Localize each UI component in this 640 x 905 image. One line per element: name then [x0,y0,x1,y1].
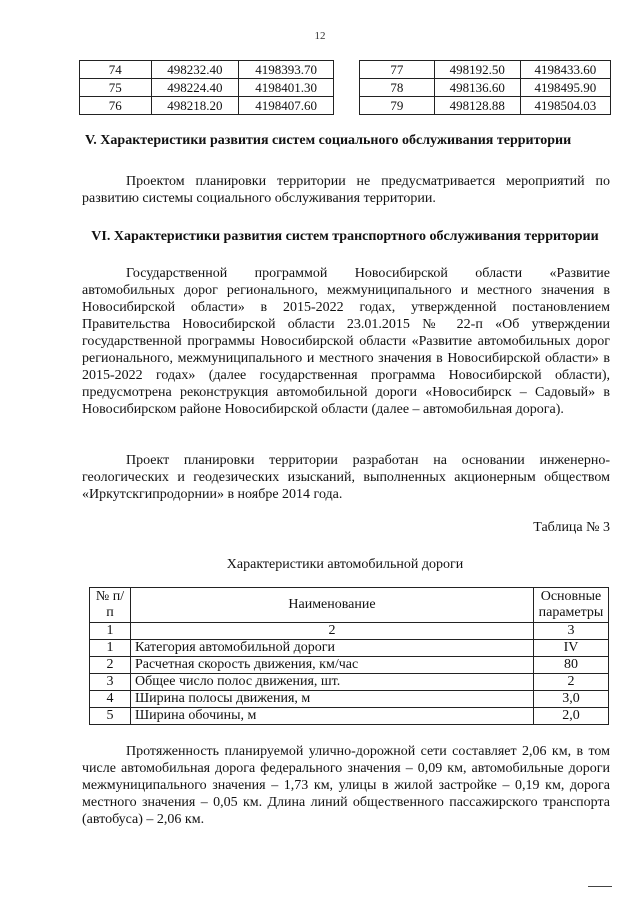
coord-y: 4198433.60 [520,61,610,79]
table-row [80,79,334,97]
section-5-heading: V. Характеристики развития систем социального обслуживания территории [85,133,572,148]
coord-x: 498192.50 [434,61,520,79]
row-value: 2 [534,674,609,691]
coord-y: 4198393.70 [239,61,334,79]
row-number: 2 [90,657,131,674]
point-number: 77 [360,61,435,79]
column-number: 2 [131,623,534,640]
row-name: Ширина обочины, м [131,708,534,725]
table-label: Таблица № 3 [533,520,610,535]
header-parameters: Основные параметры [534,588,609,623]
point-number: 79 [360,97,435,115]
table-row [360,97,611,115]
row-value: IV [534,640,609,657]
table-row [360,79,611,97]
closing-paragraph: Протяженность планируемой улично-дорожной сети составляет 2,06 км, в том числе автомобильная дорога федерального значения – 0,09 км, автомобильные дороги межмуниципального значения – 1,73 км, улицы в жилой застройке – 0,19 км, дорога местного значения – 0,05 км. Длина линий общественного пассажирского транспорта (автобуса) – 2,06 км. [82,744,610,827]
table-row [90,657,609,674]
row-number: 1 [90,640,131,657]
footer-divider [588,886,612,887]
table-row [90,640,609,657]
header-number: № п/п [90,588,131,623]
row-value: 3,0 [534,691,609,708]
row-name: Расчетная скорость движения, км/час [131,657,534,674]
row-number: 4 [90,691,131,708]
row-name: Ширина полосы движения, м [131,691,534,708]
coord-y: 4198401.30 [239,79,334,97]
section-6-paragraph-surveys: Проект планировки территории разработан на основании инженерно-геологических и геодезических изысканий, выполненных акционерным обществом «Иркутскгипродорнии» в ноябре 2014 года. [82,453,610,502]
row-number: 3 [90,674,131,691]
table-row [90,708,609,725]
table-row [90,691,609,708]
coord-y: 4198407.60 [239,97,334,115]
coord-x: 498128.88 [434,97,520,115]
table-row [90,674,609,691]
coord-y: 4198504.03 [520,97,610,115]
row-value: 2,0 [534,708,609,725]
page-number: 12 [314,30,326,42]
column-numbering-row [90,623,609,640]
point-number: 75 [80,79,152,97]
column-number: 1 [90,623,131,640]
table-row [80,61,334,79]
table-row [80,97,334,115]
point-number: 78 [360,79,435,97]
coord-x: 498218.20 [151,97,239,115]
row-name: Общее число полос движения, шт. [131,674,534,691]
section-6-paragraph-program: Государственной программой Новосибирской области «Развитие автомобильных дорог регионального, межмуниципального и местного значения в Новосибирской области» в 2015-2022 годах, утвержденной постановлением Правительства Новосибирской области 23.01.2015 № 22-п «Об утверждении государственной программы Новосибирской области «Развитие автомобильных дорог регионального, межмуниципального и местного значения в Новосибирской области» в 2015-2022 годах» (далее государственная программа Новосибирской области), предусмотрена реконструкция автомобильной дороги «Новосибирск – Садовый» в Новосибирском районе Новосибирской области (далее – автомобильная дорога). [82,266,610,417]
coordinates-table-right [359,60,611,115]
section-6-heading: VI. Характеристики развития систем транспортного обслуживания территории [91,229,599,244]
header-name: Наименование [131,588,534,623]
road-characteristics-table [89,587,609,725]
table-header-row [90,588,609,623]
coord-y: 4198495.90 [520,79,610,97]
coord-x: 498232.40 [151,61,239,79]
point-number: 74 [80,61,152,79]
table-title: Характеристики автомобильной дороги [226,557,464,572]
coord-x: 498136.60 [434,79,520,97]
point-number: 76 [80,97,152,115]
column-number: 3 [534,623,609,640]
row-value: 80 [534,657,609,674]
row-name: Категория автомобильной дороги [131,640,534,657]
section-5-paragraph: Проектом планировки территории не предусматривается мероприятий по развитию системы социального обслуживания территории. [82,174,610,206]
coord-x: 498224.40 [151,79,239,97]
table-row [360,61,611,79]
row-number: 5 [90,708,131,725]
coordinates-table-left [79,60,334,115]
